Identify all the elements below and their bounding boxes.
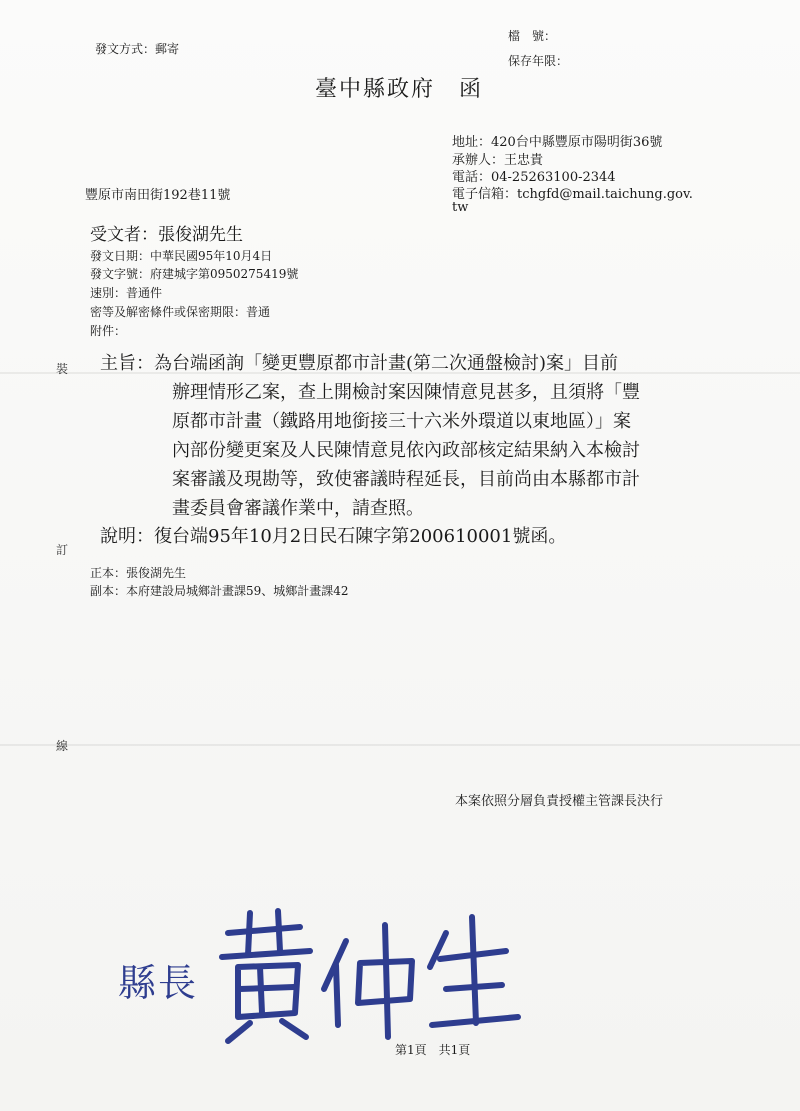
binding-mark: 訂 [56,543,69,557]
document-number: 發文字號：府建城字第0950275419號 [90,267,299,281]
subject-line: 內部份變更案及人民陳情意見依內政部核定結果納入本檢討 [172,440,640,461]
send-method: 發文方式：郵寄 [95,42,180,56]
retention-label: 保存年限： [508,54,569,68]
binding-mark: 裝 [56,362,69,376]
explanation: 說明：復台端95年10月2日民石陳字第200610001號函。 [100,526,567,547]
attachment: 附件： [90,324,127,338]
copy-recipients: 副本：本府建設局城鄉計畫課59、城鄉計畫課42 [90,584,349,598]
fold-line [0,744,800,746]
sender-handler: 承辦人：王忠貴 [452,153,544,168]
sender-address: 地址：420台中縣豐原市陽明街36號 [452,135,663,150]
handwritten-signature [110,905,530,1045]
original-recipient: 正本：張俊湖先生 [90,566,187,580]
secrecy-level: 密等及解密條件或保密期限：普通 [90,305,271,319]
speed-class: 速別：普通件 [90,286,163,300]
subject-line: 辦理情形乙案，查上開檢討案因陳情意見甚多，且須將「豐 [172,382,640,403]
document-title: 臺中縣政府 函 [315,77,484,102]
page-number: 第1頁 共1頁 [395,1043,471,1057]
sender-phone: 電話：04-25263100-2344 [452,170,616,185]
recipient-address: 豐原市南田街192巷11號 [85,188,231,203]
authorization-note: 本案依照分層負責授權主管課長決行 [455,794,664,809]
file-number-label: 檔 號： [508,29,557,43]
sender-email: 電子信箱：tchgfd@mail.taichung.gov. [452,187,693,202]
subject-line: 原都市計畫（鐵路用地銜接三十六米外環道以東地區）」案 [172,411,631,432]
subject-line: 案審議及現勘等，致使審議時程延長，目前尚由本縣都市計 [172,469,640,490]
issue-date: 發文日期：中華民國95年10月4日 [90,249,273,263]
signature-title: 縣長 [118,961,199,1005]
subject-line: 主旨：為台端函詢「變更豐原都市計畫(第二次通盤檢討)案」目前 [100,353,619,374]
sender-email-cont: tw [452,200,469,215]
recipient: 受文者：張俊湖先生 [90,225,243,245]
binding-mark: 線 [56,739,69,753]
subject-line: 畫委員會審議作業中，請查照。 [172,498,424,519]
